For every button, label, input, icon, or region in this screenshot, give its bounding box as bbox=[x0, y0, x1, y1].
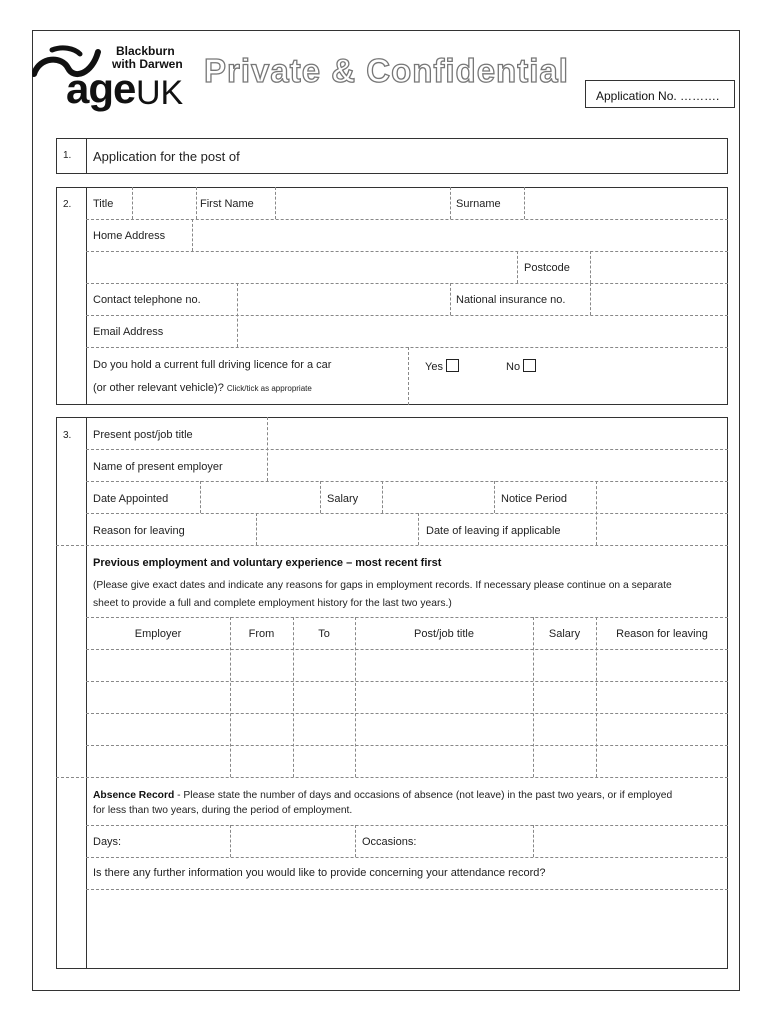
cell-line bbox=[320, 481, 321, 513]
application-no-field[interactable]: Application No. ………. bbox=[585, 80, 735, 108]
days-label: Days: bbox=[93, 836, 122, 848]
table-header-reason: Reason for leaving bbox=[616, 628, 708, 640]
licence-question-2 bbox=[93, 382, 312, 395]
email-input[interactable] bbox=[239, 318, 726, 345]
cell-line bbox=[192, 219, 193, 251]
ni-number-input[interactable] bbox=[592, 286, 726, 313]
table-row[interactable] bbox=[88, 747, 726, 776]
previous-employment-heading: Previous employment and voluntary experience – most recent first bbox=[93, 557, 442, 569]
row-line bbox=[86, 481, 728, 482]
licence-yes bbox=[425, 359, 459, 374]
occasions-label: Occasions: bbox=[362, 836, 417, 848]
row-line bbox=[86, 449, 728, 450]
further-info-label: Is there any further information you would like to provide concerning your attendance record? bbox=[93, 867, 546, 879]
cell-line bbox=[517, 251, 518, 283]
salary-input[interactable] bbox=[384, 484, 492, 511]
absence-record-heading: Absence Record bbox=[93, 790, 175, 801]
cell-line bbox=[596, 481, 597, 545]
title-input[interactable] bbox=[134, 190, 194, 217]
date-leaving-input[interactable] bbox=[598, 516, 726, 543]
logo-age: age bbox=[66, 65, 136, 112]
salary-label: Salary bbox=[327, 493, 359, 505]
cell-line bbox=[355, 825, 356, 857]
row-line bbox=[86, 681, 728, 682]
post-applied-label: Application for the post of bbox=[93, 149, 240, 164]
notice-period-label: Notice Period bbox=[501, 493, 568, 505]
licence-question: Do you hold a current full driving licence for a car bbox=[93, 359, 332, 371]
section-1-divider bbox=[86, 138, 87, 174]
cell-line bbox=[494, 481, 495, 513]
contact-phone-label: Contact telephone no. bbox=[93, 294, 201, 306]
ni-number-label: National insurance no. bbox=[456, 294, 566, 306]
table-header-post: Post/job title bbox=[414, 628, 474, 640]
absence-record-text-1: - Please state the number of days and occasions of absence (not leave) in the past two years, or if employed bbox=[174, 790, 673, 801]
absence-record-text bbox=[93, 789, 672, 802]
logo-line1: Blackburn bbox=[116, 44, 175, 58]
table-row[interactable] bbox=[88, 715, 726, 744]
date-leaving-label: Date of leaving if applicable bbox=[426, 525, 561, 537]
licence-hint: Click/tick as appropriate bbox=[226, 384, 312, 393]
cell-line bbox=[418, 513, 419, 545]
previous-employment-note-1: (Please give exact dates and indicate any reasons for gaps in employment records. If necessary please continue on a separate bbox=[93, 580, 672, 591]
row-line bbox=[86, 825, 728, 826]
days-input[interactable] bbox=[232, 828, 353, 855]
row-line bbox=[86, 219, 728, 220]
licence-no bbox=[506, 359, 536, 374]
table-header-salary: Salary bbox=[548, 628, 581, 640]
email-label: Email Address bbox=[93, 326, 164, 338]
present-employer-input[interactable] bbox=[269, 452, 726, 479]
yes-label: Yes bbox=[425, 361, 443, 373]
cell-line bbox=[524, 187, 525, 219]
cell-line bbox=[256, 513, 257, 545]
first-name-input[interactable] bbox=[277, 190, 448, 217]
cell-line bbox=[196, 187, 197, 219]
surname-label: Surname bbox=[456, 198, 501, 210]
occasions-input[interactable] bbox=[535, 828, 726, 855]
table-header-from: From bbox=[248, 628, 275, 640]
date-appointed-input[interactable] bbox=[202, 484, 318, 511]
contact-phone-input[interactable] bbox=[239, 286, 448, 313]
cell-line bbox=[382, 481, 383, 513]
postcode-label: Postcode bbox=[524, 262, 570, 274]
page-title: Private & Confidential bbox=[204, 52, 569, 89]
first-name-label: First Name bbox=[200, 198, 254, 210]
cell-line bbox=[267, 417, 268, 481]
row-line bbox=[86, 889, 728, 890]
table-row[interactable] bbox=[88, 651, 726, 680]
row-line bbox=[86, 713, 728, 714]
table-header-to: To bbox=[318, 628, 330, 640]
surname-input[interactable] bbox=[526, 190, 726, 217]
cell-line bbox=[230, 825, 231, 857]
no-label: No bbox=[506, 361, 521, 373]
yes-checkbox[interactable] bbox=[446, 359, 459, 372]
cell-line bbox=[533, 825, 534, 857]
logo-line2: with Darwen bbox=[112, 57, 183, 71]
row-line bbox=[86, 857, 728, 858]
row-line bbox=[86, 347, 728, 348]
section-1-number: 1. bbox=[63, 150, 72, 161]
row-line bbox=[86, 251, 728, 252]
cell-line bbox=[275, 187, 276, 219]
cell-line bbox=[590, 283, 591, 315]
row-line bbox=[56, 777, 728, 778]
home-address-label: Home Address bbox=[93, 230, 166, 242]
logo-uk: UK bbox=[136, 74, 184, 112]
date-appointed-label: Date Appointed bbox=[93, 493, 169, 505]
row-line bbox=[86, 617, 728, 618]
no-checkbox[interactable] bbox=[523, 359, 536, 372]
title-label: Title bbox=[93, 198, 114, 210]
row-line bbox=[86, 283, 728, 284]
table-row[interactable] bbox=[88, 683, 726, 712]
notice-period-input[interactable] bbox=[598, 484, 726, 511]
cell-line bbox=[132, 187, 133, 219]
reason-leaving-label: Reason for leaving bbox=[93, 525, 185, 537]
row-line bbox=[86, 513, 728, 514]
cell-line bbox=[450, 283, 451, 315]
licence-question-text: (or other relevant vehicle)? bbox=[93, 382, 224, 394]
cell-line bbox=[450, 187, 451, 219]
row-line bbox=[56, 545, 728, 546]
section-3-number: 3. bbox=[63, 430, 72, 441]
present-post-label: Present post/job title bbox=[93, 429, 193, 441]
further-info-textarea[interactable] bbox=[88, 892, 726, 966]
postcode-input[interactable] bbox=[592, 254, 726, 281]
cell-line bbox=[590, 251, 591, 283]
reason-leaving-input[interactable] bbox=[258, 516, 416, 543]
previous-employment-note-2: sheet to provide a full and complete employment history for the last two years.) bbox=[93, 598, 452, 609]
present-employer-label: Name of present employer bbox=[93, 461, 223, 473]
section-2-number: 2. bbox=[63, 199, 72, 210]
post-applied-input[interactable] bbox=[290, 142, 720, 170]
home-address-input[interactable] bbox=[194, 222, 726, 249]
section-3-divider bbox=[86, 417, 87, 969]
table-header-employer: Employer bbox=[134, 628, 182, 640]
row-line bbox=[86, 315, 728, 316]
row-line bbox=[86, 745, 728, 746]
cell-line bbox=[237, 283, 238, 347]
absence-record-text-2: for less than two years, during the period of employment. bbox=[93, 805, 353, 816]
present-post-input[interactable] bbox=[269, 420, 726, 447]
cell-line bbox=[408, 347, 409, 405]
cell-line bbox=[200, 481, 201, 513]
home-address-line2-input[interactable] bbox=[88, 254, 515, 281]
row-line bbox=[86, 649, 728, 650]
